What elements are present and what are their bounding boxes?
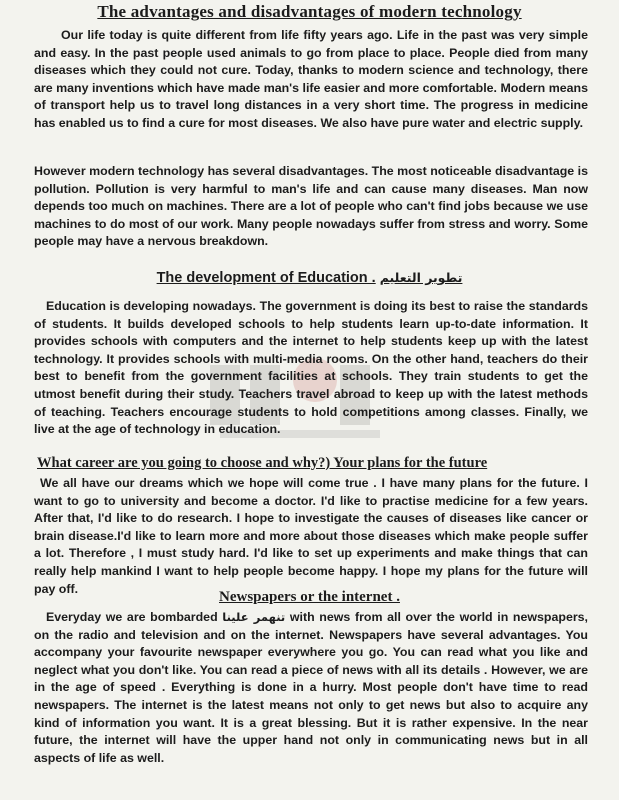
paragraph-career: We all have our dreams which we hope will come true . I have many plans for the future. I want to go to university and become a doctor. I'd like to practise medicine for a few years. After that, I'd like to do research. I hope to investigate the causes of diseases like cancer or brain disease.I'd like to learn more and more about those diseases which make people suffer a lot. Therefore , I must study hard. I'd like to set up experiments and make things that can really help mankind I want to help people become happy. I hope my plans for the future will pay off. (34, 476, 588, 596)
section-title-career: What career are you going to choose and why?) Your plans for the future (37, 455, 488, 471)
paragraph-technology-advantages: Our life today is quite different from life fifty years ago. Life in the past was very simple and easy. In the past people used animals to go from place to place. People died from many diseases which they could not cure. Today, thanks to modern science and technology, there are many inventions which have made man's life easier and more comfortable. Modern means of transport help us to travel long distances in a very short time. The progress in medicine has enabled us to find a cure for most diseases. We also have pure water and electric supply. (34, 28, 588, 130)
paragraph-newspapers-rest: with news from all over the world in newspapers, on the radio and television and on the internet. Newspapers have several advantages. You accompany your favourite newspaper everywhere you go. You can read what you like and neglect what you don't like. You can read a piece of news with all its details . However, we are in the age of speed . Everything is done in a hurry. Most people don't have time to read newspapers. The internet is the latest means not only to get news but also to acquire any kind of information you want. It is a great blessing. But it is rather expensive. In the near future, the internet will have the upper hand not only in communicating news but in all aspects of life as well. (34, 610, 588, 765)
paragraph-newspapers-lead: Everyday we are bombarded (46, 610, 218, 624)
section-title-technology: The advantages and disadvantages of modern technology (97, 2, 522, 21)
section-title-newspapers: Newspapers or the internet . (219, 589, 400, 605)
section-title-education-text: The development of Education . (156, 270, 376, 286)
paragraph-technology-disadvantages: However modern technology has several disadvantages. The most noticeable disadvantage is pollution. Pollution is very harmful to man's life and can cause many diseases. Man now depends too much on machines. There are a lot of people who can't find jobs because we use machines to do most of our work. Many people nowadays suffer from stress and worry. Some people may have a nervous breakdown. (34, 164, 588, 249)
paragraph-newspapers (34, 609, 588, 765)
paragraph-education: Education is developing nowadays. The government is doing its best to raise the standards of students. It builds developed schools to help students learn up-to-date information. It provides schools with computers and the internet to help students keep up with the latest technology. It provides schools with multi-media rooms. On the other hand, teachers do their best to benefit from the government facilities at schools. They train students to get the utmost benefit during their study. Teachers travel abroad to keep up with the latest methods of teaching. Teachers encourage students to hold competitions among classes. Finally, we live at the age of technology in education. (34, 299, 588, 437)
paragraph-newspapers-arabic: تنهمر علينا (222, 610, 286, 624)
section-title-education (0, 270, 619, 286)
section-title-education-arabic: تطوير التعليم (379, 270, 463, 285)
